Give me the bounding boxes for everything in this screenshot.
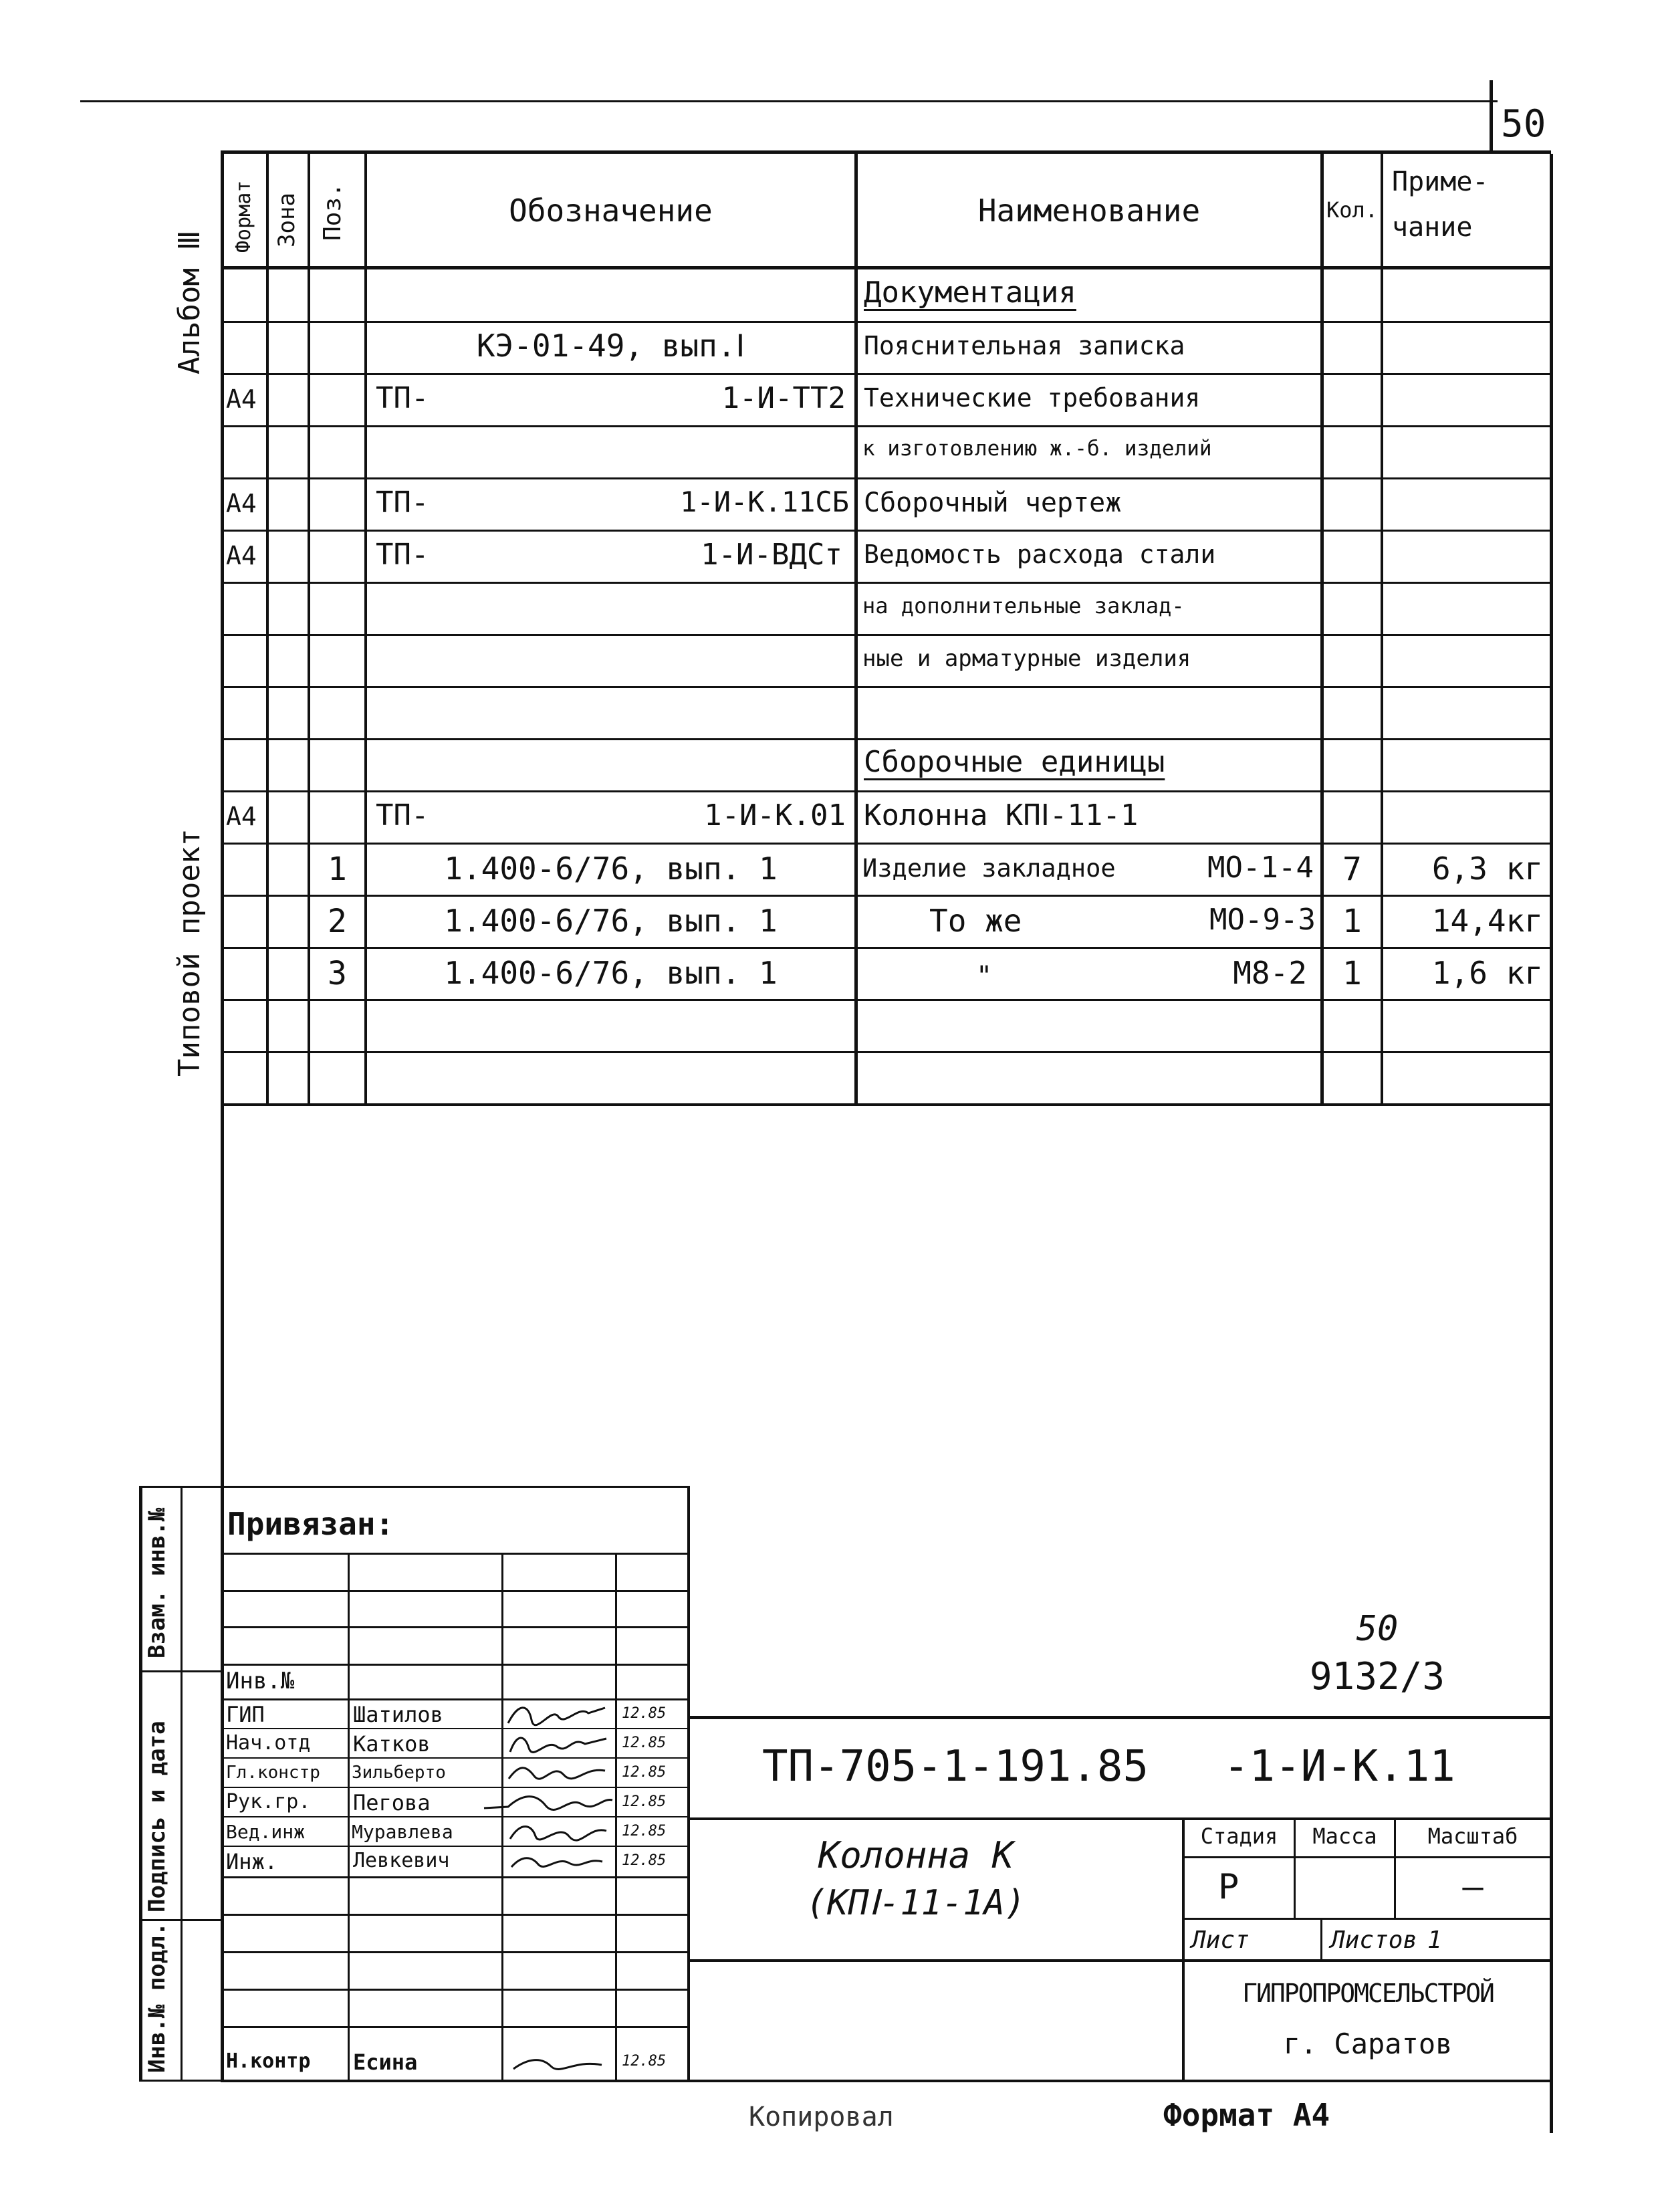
signature-scribble-4: [505, 1817, 612, 1846]
frame-top-inner: [221, 150, 1551, 154]
row-5-designation: ТП-: [376, 538, 429, 572]
header-format: Формат: [232, 180, 255, 253]
row-11-note: 6,3 кг: [1431, 851, 1543, 887]
sig-line: [221, 1816, 689, 1817]
row-13-pos: 3: [328, 955, 347, 992]
organization-line2: г. Саратов: [1283, 2027, 1453, 2060]
frame-sheet-tab: [1490, 80, 1493, 154]
title-line1: Колонна К: [818, 1834, 1014, 1876]
sig-line: [221, 2026, 689, 2028]
sig-3-role: Рук.гр.: [226, 1790, 311, 1813]
row-4-designation: ТП-: [376, 485, 429, 520]
signature-scribble-norm: [508, 2049, 608, 2077]
row-12-note: 14,4кг: [1431, 903, 1543, 939]
sig-2-date: 12.85: [622, 1764, 667, 1781]
priv-line: [221, 1553, 689, 1555]
mass-label: Масса: [1312, 1823, 1377, 1849]
privyazan-label: Привязан:: [227, 1506, 394, 1542]
title-line: [687, 1716, 1551, 1719]
sig-5-name: Левкевич: [353, 1849, 450, 1872]
sig-2-name: Зильберто: [352, 1763, 446, 1783]
sig-4-role: Вед.инж: [226, 1821, 306, 1843]
scale-value: —: [1462, 1867, 1484, 1907]
spec-row-line: [221, 790, 1551, 792]
spec-row-line: [221, 321, 1551, 323]
sig-line: [221, 1914, 689, 1916]
title-line: [687, 1817, 1551, 1820]
row-13-note: 1,6 кг: [1431, 955, 1543, 991]
row-2-format: А4: [226, 384, 257, 414]
spec-row-line: [221, 477, 1551, 479]
row-4-name: Сборочный чертеж: [864, 487, 1122, 518]
title-line: [687, 1959, 1551, 1962]
vzam-label: Взам. инв.№: [144, 1507, 170, 1658]
row-10-name: Колонна КПⅠ-11-1: [864, 798, 1139, 833]
album-label: Альбом Ⅲ: [172, 230, 207, 374]
priv-line: [221, 1626, 689, 1628]
row-9-name: Сборочные единицы: [864, 745, 1165, 779]
sig-1-date: 12.85: [622, 1735, 667, 1751]
row-1-name: Пояснительная записка: [864, 331, 1185, 360]
spec-row-line: [221, 895, 1551, 897]
spec-header-line: [221, 266, 1551, 269]
sig-line: [221, 1698, 689, 1700]
sig-line: [221, 1876, 689, 1878]
row-6-name: на дополнительные заклад-: [862, 593, 1185, 619]
title-line2: (КПⅠ-11-1А): [806, 1883, 1026, 1923]
header-note-line2: чание: [1392, 212, 1473, 243]
spec-row-line: [221, 582, 1551, 584]
row-12-designation: 1.400-6/76, вып. 1: [444, 903, 778, 939]
document-code-main: ТП-705-1-191.85: [762, 1742, 1149, 1791]
signature-scribble-5: [505, 1847, 612, 1875]
sig-0-role: ГИП: [226, 1702, 265, 1727]
header-pos: Поз.: [319, 183, 346, 241]
sig-line: [221, 1787, 689, 1788]
row-5-name: Ведомость расхода стали: [864, 540, 1216, 569]
inv-podl-label: Инв.№ подл.: [144, 1922, 170, 2073]
header-qty: Кол.: [1326, 197, 1379, 223]
spec-row-line: [221, 686, 1551, 688]
signature-scribble-2: [505, 1759, 612, 1787]
row-12-name: То же: [929, 903, 1022, 939]
row-0-name: Документация: [864, 275, 1076, 310]
norm-control-role: Н.контр: [226, 2050, 311, 2073]
scale-label: Масштаб: [1427, 1823, 1518, 1849]
row-10-designation: ТП-: [376, 798, 429, 833]
spec-row-line: [221, 373, 1551, 375]
header-name: Наименование: [977, 193, 1201, 229]
header-zone: Зона: [273, 193, 300, 247]
row-12-qty: 1: [1342, 903, 1362, 940]
row-5-format: А4: [226, 541, 257, 570]
row-11-name-right: МО-1-4: [1207, 851, 1314, 885]
row-12-name-right: МО-9-3: [1209, 903, 1316, 937]
row-2-designation: ТП-: [376, 381, 429, 415]
sig-5-role: Инж.: [226, 1849, 278, 1874]
sig-4-date: 12.85: [622, 1823, 667, 1840]
typical-project-label: Типовой проект: [172, 828, 207, 1077]
sig-1-name: Катков: [353, 1731, 431, 1757]
signature-scribble-1: [505, 1729, 612, 1757]
sheets-value: 1: [1427, 1926, 1442, 1954]
footer-copied: Копировал: [749, 2102, 894, 2132]
row-3-name: к изготовлению ж.-б. изделий: [862, 437, 1212, 461]
row-13-name: ": [976, 961, 993, 992]
sig-4-name: Муравлева: [352, 1821, 453, 1843]
priv-line: [221, 1486, 689, 1488]
frame-top: [80, 100, 1498, 102]
sig-3-date: 12.85: [622, 1793, 667, 1810]
row-11-name: Изделие закладное: [862, 854, 1116, 883]
row-4-format: А4: [226, 489, 257, 518]
spec-table-bottom: [221, 1103, 1551, 1106]
footer-format: Формат А4: [1163, 2097, 1330, 2133]
document-code-suffix: -1-И-К.11: [1223, 1742, 1455, 1791]
norm-control-name: Есина: [353, 2050, 418, 2075]
title-col: [1320, 1919, 1322, 1961]
row-13-designation: 1.400-6/76, вып. 1: [444, 955, 778, 991]
spec-col-line: [266, 152, 269, 1105]
signature-scribble-3: [481, 1788, 615, 1816]
spec-row-line: [221, 634, 1551, 636]
sig-2-role: Гл.констр: [226, 1763, 320, 1783]
frame-left-strip: [139, 1486, 142, 2081]
frame-main-left: [221, 152, 224, 2081]
row-11-pos: 1: [328, 851, 347, 888]
row-13-name-right: М8-2: [1233, 955, 1307, 991]
row-12-pos: 2: [328, 903, 347, 940]
row-2-name: Технические требования: [864, 383, 1201, 413]
stamp-number-line1: 50: [1356, 1609, 1399, 1649]
sig-3-name: Пегова: [353, 1790, 431, 1815]
spec-row-line: [221, 530, 1551, 532]
row-11-qty: 7: [1342, 851, 1362, 888]
sheet-number: 50: [1501, 102, 1546, 146]
inv-label: Инв.№: [226, 1668, 295, 1694]
priv-line: [221, 1664, 689, 1666]
row-4-designation-right: 1-И-К.11СБ: [680, 485, 849, 518]
stamp-number-line2: 9132/3: [1309, 1655, 1445, 1698]
row-2-designation-right: 1-И-ТТ2: [721, 381, 846, 415]
row-5-designation-right: 1-И-ВДСт: [701, 538, 842, 572]
strip-divider: [181, 1486, 183, 2081]
title-line: [1182, 1856, 1551, 1858]
priv-col: [687, 1486, 690, 2081]
row-7-name: ные и арматурные изделия: [862, 645, 1191, 672]
sig-line: [221, 1846, 689, 1847]
title-line: [1182, 1918, 1551, 1920]
header-designation: Обозначение: [509, 193, 713, 229]
row-10-designation-right: 1-И-К.01: [704, 798, 846, 833]
sig-line: [221, 1951, 689, 1953]
frame-right: [1550, 154, 1553, 2133]
spec-row-line: [221, 999, 1551, 1001]
norm-control-date: 12.85: [622, 2053, 667, 2070]
spec-row-line: [221, 738, 1551, 740]
row-1-designation: КЭ-01-49, вып.Ⅰ: [476, 328, 745, 364]
sheets-label: Листов: [1330, 1926, 1418, 1954]
row-10-format: А4: [226, 802, 257, 831]
priv-line: [221, 1590, 689, 1592]
spec-col-line: [1381, 152, 1383, 1105]
sig-line: [221, 1728, 689, 1729]
sig-0-date: 12.85: [622, 1705, 667, 1722]
header-note-line1: Приме-: [1392, 167, 1489, 197]
sheet-label: Лист: [1191, 1926, 1250, 1954]
spec-row-line: [221, 843, 1551, 845]
sig-line: [221, 1757, 689, 1759]
stage-value: Р: [1218, 1867, 1239, 1907]
sig-line: [221, 2080, 1551, 2082]
sig-0-name: Шатилов: [353, 1702, 443, 1727]
spec-row-line: [221, 947, 1551, 949]
organization-line1: ГИПРОПРОМСЕЛЬСТРОЙ: [1242, 1979, 1494, 2008]
row-13-qty: 1: [1342, 955, 1362, 992]
spec-col-line: [854, 152, 858, 1105]
sig-1-role: Нач.отд: [226, 1731, 311, 1755]
row-11-designation: 1.400-6/76, вып. 1: [444, 851, 778, 887]
signature-scribble-0: [505, 1700, 612, 1728]
podpis-label: Подпись и дата: [144, 1721, 170, 1912]
sig-5-date: 12.85: [622, 1852, 667, 1869]
spec-row-line: [221, 425, 1551, 427]
sig-line: [221, 1989, 689, 1991]
spec-row-line: [221, 1051, 1551, 1053]
stage-label: Стадия: [1200, 1823, 1278, 1849]
